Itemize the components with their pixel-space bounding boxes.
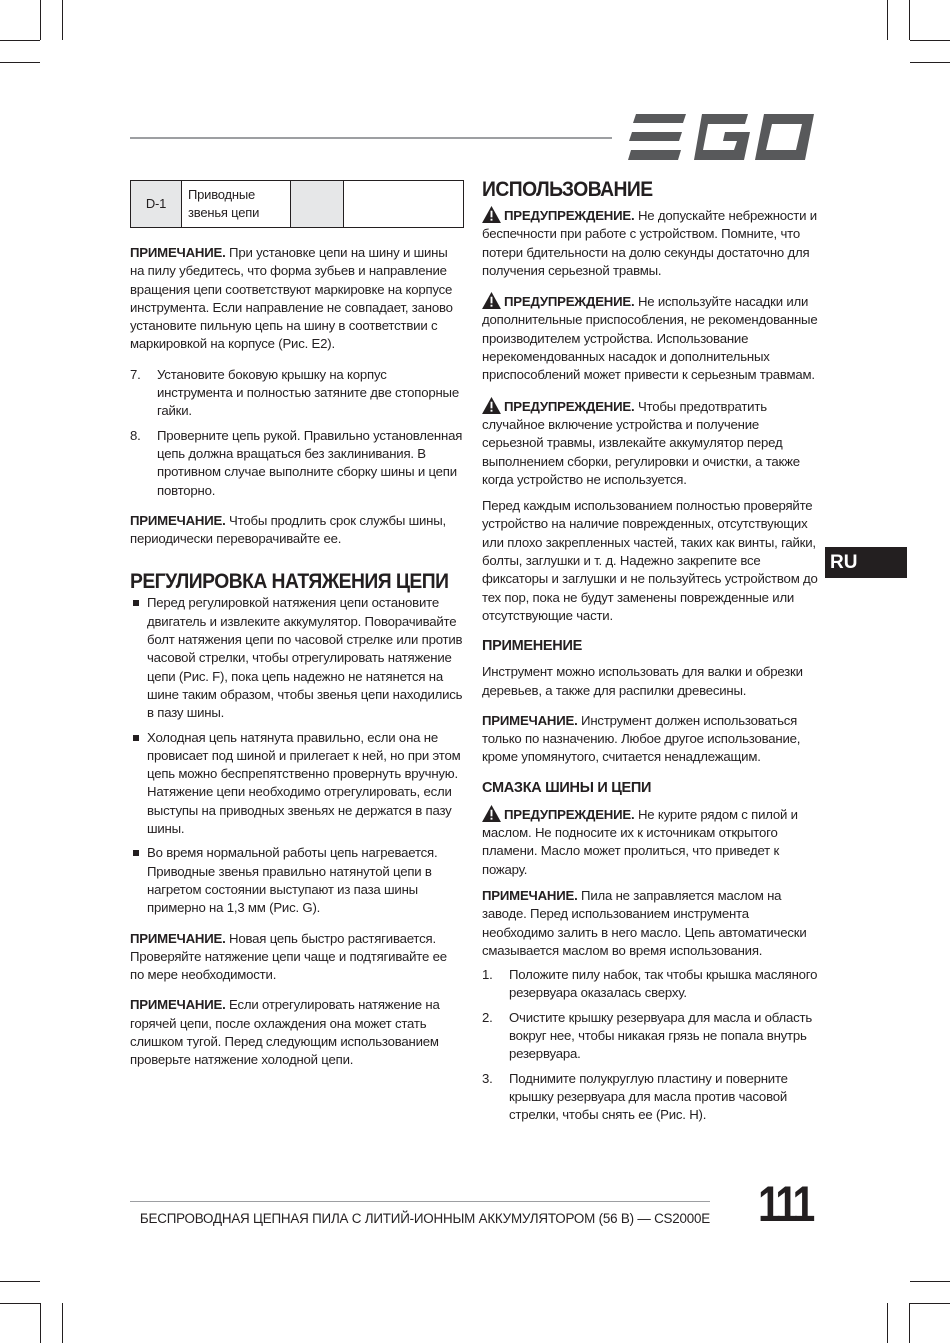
list-item: 1. Положите пилу набок, так чтобы крышка масляного резервуара оказалась сверху. <box>482 967 818 1001</box>
note-label: ПРИМЕЧАНИЕ. <box>130 512 226 528</box>
crop-mark <box>909 0 910 40</box>
crop-mark <box>0 1303 40 1304</box>
note-paragraph: ПРИМЕЧАНИЕ. Новая цепь быстро растягивается. Проверяйте натяжение цепи чаще и подтягивайте ее по мере необходимости. <box>130 930 447 983</box>
part-note <box>344 181 464 228</box>
warning-paragraph: ПРЕДУПРЕЖДЕНИЕ. Не используйте насадки или дополнительные приспособления, не рекомендованные производителем устройства. Использование нерекомендованных насадок и дополнительных приспособлений может привести к серьезным травмам. <box>482 294 818 383</box>
warning-icon <box>482 292 501 309</box>
warning-paragraph: ПРЕДУПРЕЖДЕНИЕ. Чтобы предотвратить случайное включение устройства и получение серьезной травмы, извлекайте аккумулятор перед выполнением сборки, регулировки и очистки, а также когда устройство не используется. <box>482 398 800 487</box>
list-item: 8. Проверните цепь рукой. Правильно установленная цепь должна вращаться без заклинивания. В противном случае выполните сборку шины и цепи повторно. <box>130 427 463 498</box>
crop-mark <box>910 1281 950 1282</box>
crop-mark <box>40 0 41 40</box>
body-paragraph: Инструмент можно использовать для валки и обрезки деревьев, а также для распилки древесины. <box>482 664 803 698</box>
note-label: ПРИМЕЧАНИЕ. <box>130 930 226 946</box>
subsection-heading: ПРИМЕНЕНИЕ <box>482 638 582 655</box>
note-label: ПРИМЕЧАНИЕ. <box>130 997 226 1013</box>
warning-label: ПРЕДУПРЕЖДЕНИЕ. <box>504 398 635 414</box>
part-name: Приводные звенья цепи <box>182 181 291 228</box>
warning-label: ПРЕДУПРЕЖДЕНИЕ. <box>504 806 635 822</box>
list-item: Холодная цепь натянута правильно, если она не провисает под шиной и прилегает к ней, но при этом цепь можно беспрепятственно провернуть вручную. Натяжение цепи необходимо отрегулировать, если выступы на приводных звеньях не держатся в пазу шины. <box>130 729 464 839</box>
crop-mark <box>0 62 40 63</box>
note-label: ПРИМЕЧАНИЕ. <box>130 245 226 260</box>
crop-mark <box>910 1303 950 1304</box>
list-item: 2. Очистите крышку резервуара для масла и область вокруг нее, чтобы никакая грязь не попала внутрь резервуара. <box>482 1009 813 1062</box>
crop-mark <box>887 1303 888 1343</box>
steps-list <box>130 366 464 500</box>
crop-mark <box>40 1303 41 1343</box>
section-heading: ИСПОЛЬЗОВАНИЕ <box>482 178 653 201</box>
crop-mark <box>0 1281 40 1282</box>
part-qty <box>291 181 344 228</box>
crop-mark <box>910 62 950 63</box>
subsection-heading: СМАЗКА ШИНЫ И ЦЕПИ <box>482 779 652 796</box>
note-paragraph: ПРИМЕЧАНИЕ. При установке цепи на шину и шины на пилу убедитесь, что форма зубьев и направление вращения цепи соответствуют маркировке на корпусе инструмента. Если направление не совпадает, заново установите пильную цепь на шину в соответствии с маркировкой на корпусе (Рис. E2). <box>130 245 453 352</box>
warning-icon <box>482 206 501 223</box>
crop-mark <box>909 1303 910 1343</box>
note-paragraph: ПРИМЕЧАНИЕ. Пила не заправляется маслом на заводе. Перед использованием инструмента необходимо залить в него масло. Цепь автоматически смазывается маслом во время использования. <box>482 887 807 958</box>
right-column <box>482 178 818 1136</box>
warning-icon <box>482 805 501 822</box>
part-code: D-1 <box>131 181 182 228</box>
body-paragraph: Перед каждым использованием полностью проверяйте устройство на наличие поврежденных, отсутствующих или плохо закрепленных частей, таких как винты, гайки, болты, заглушки и т. д. Надежно закрепите все фиксаторы и заглушки и не пользуйтесь устройством до тех пор, пока не будут заменены поврежденные или отсутствующие части. <box>482 498 818 623</box>
crop-mark <box>62 1303 63 1343</box>
header-rule <box>130 137 612 139</box>
note-paragraph: ПРИМЕЧАНИЕ. Если отрегулировать натяжение на горячей цепи, после охлаждения она может стать слишком тугой. Перед следующим использованием проверьте натяжение холодной цепи. <box>130 997 440 1068</box>
list-item: Во время нормальной работы цепь нагревается. Приводные звенья правильно натянутой цепи в нагретом состоянии выступают из паза шины примерно на 1,3 мм (Рис. G). <box>130 844 464 917</box>
note-paragraph: ПРИМЕЧАНИЕ. Инструмент должен использоваться только по назначению. Любое другое использование, кроме упомянутого, считается ненадлежащим. <box>482 712 801 765</box>
section-heading: РЕГУЛИРОВКА НАТЯЖЕНИЯ ЦЕПИ <box>130 570 449 594</box>
crop-mark <box>0 40 40 41</box>
page-number: 111 <box>758 1176 813 1232</box>
footer-rule <box>130 1201 710 1202</box>
list-item: 3. Поднимите полукруглую пластину и поверните крышку резервуара для масла против часовой стрелки, чтобы снять ее (Рис. H). <box>482 1070 788 1123</box>
crop-mark <box>887 0 888 40</box>
list-item: Перед регулировкой натяжения цепи остановите двигатель и извлеките аккумулятор. Поворачивайте болт натяжения цепи по часовой стрелке или против часовой стрелки, чтобы отрегулировать натяжение цепи (Рис. F), пока цепь надежно не натянется на шине таким образом, чтобы звенья цепи находились в пазу шины. <box>130 594 464 722</box>
note-label: ПРИМЕЧАНИЕ. <box>482 887 578 903</box>
warning-label: ПРЕДУПРЕЖДЕНИЕ. <box>504 208 635 223</box>
steps-list <box>482 966 818 1124</box>
table-row <box>131 181 464 228</box>
note-paragraph: ПРИМЕЧАНИЕ. Чтобы продлить срок службы шины, периодически переворачивайте ее. <box>130 512 446 547</box>
ego-logo <box>628 114 814 160</box>
warning-paragraph: ПРЕДУПРЕЖДЕНИЕ. Не допускайте небрежности и беспечности при работе с устройством. Помните, что потери бдительности на долю секунды достаточно для получения серьезной травмы. <box>482 208 817 278</box>
left-column <box>130 180 464 1082</box>
note-label: ПРИМЕЧАНИЕ. <box>482 712 578 728</box>
warning-label: ПРЕДУПРЕЖДЕНИЕ. <box>504 294 635 310</box>
bullet-list <box>130 594 464 917</box>
crop-mark <box>910 40 950 41</box>
warning-paragraph: ПРЕДУПРЕЖДЕНИЕ. Не курите рядом с пилой и маслом. Не подносите их к источникам открытого пламени. Масло может пролиться, что приведет к пожару. <box>482 806 798 877</box>
list-item: 7. Установите боковую крышку на корпус инструмента и полностью затяните две стопорные гайки. <box>130 366 459 419</box>
language-tab: RU <box>825 547 907 578</box>
warning-icon <box>482 397 501 414</box>
parts-table <box>130 180 464 228</box>
crop-mark <box>62 0 63 40</box>
footer-title: БЕСПРОВОДНАЯ ЦЕПНАЯ ПИЛА С ЛИТИЙ-ИОННЫМ АККУМУЛЯТОРОМ (56 В) — CS2000E <box>139 1211 710 1226</box>
